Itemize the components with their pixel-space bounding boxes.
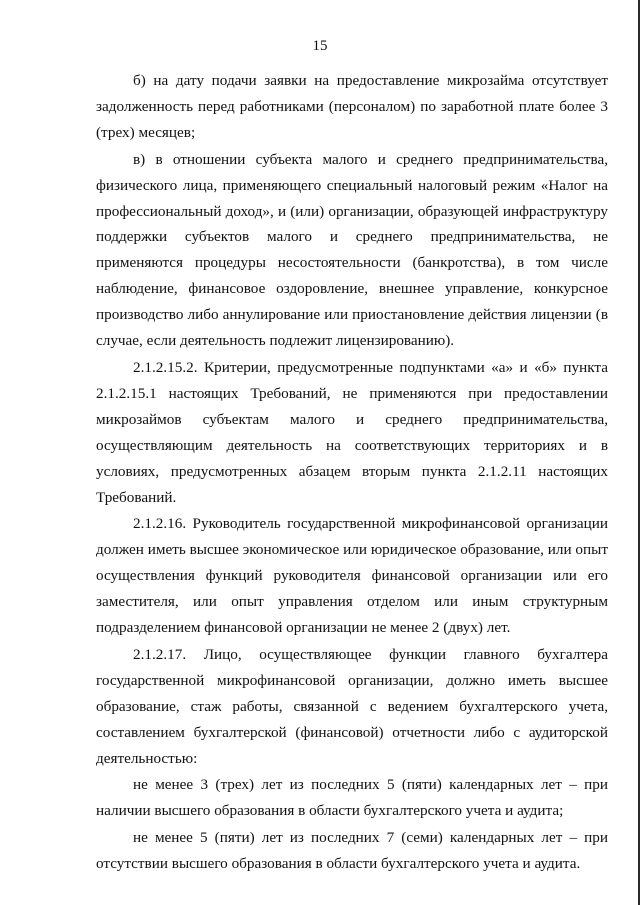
paragraph-requirement-without-education: не менее 5 (пяти) лет из последних 7 (семи) календарных лет – при отсутствии высшего образования в области бухгалтерского учета и аудита. [96, 829, 608, 873]
document-body [96, 68, 608, 878]
paragraph-2-1-2-17: 2.1.2.17. Лицо, осуществляющее функции главного бухгалтера государственной микрофинансовой организации, должно иметь высшее образование, стаж работы, связанной с ведением бухгалтерского учета, составлением бухгалтерской (финансовой) отчетности либо с аудиторской деятельностью: [96, 645, 608, 767]
paragraph-2-1-2-16: 2.1.2.16. Руководитель государственной микрофинансовой организации должен иметь высшее экономическое или юридическое образование, или опыт осуществления функций руководителя финансовой организации или его заместителя, или опыт управления отделом или иным структурным подразделением финансовой организации не менее 2 (двух) лет. [96, 515, 608, 637]
paragraph-requirement-with-education: не менее 3 (трех) лет из последних 5 (пяти) календарных лет – при наличии высшего образования в области бухгалтерского учета и аудита; [96, 776, 608, 820]
paragraph-b: б) на дату подачи заявки на предоставление микрозайма отсутствует задолженность перед работниками (персоналом) по заработной плате более 3 (трех) месяцев; [96, 72, 608, 141]
paragraph-2-1-2-15-2: 2.1.2.15.2. Критерии, предусмотренные подпунктами «а» и «б» пункта 2.1.2.15.1 настоящих Требований, не применяются при предоставлении микрозаймов субъектам малого и среднего предпринимательства, осуществляющим деятельность на соответствующих территориях и в условиях, предусмотренных абзацем вторым пункта 2.1.2.11 настоящих Требований. [96, 358, 608, 506]
paragraph-v: в) в отношении субъекта малого и среднего предпринимательства, физического лица, применяющего специальный налоговый режим «Налог на профессиональный доход», и (или) организации, образующей инфраструктуру поддержки субъектов малого и среднего предпринимательства, не применяются процедуры несостоятельности (банкротства), в том числе наблюдение, финансовое оздоровление, внешнее управление, конкурсное производство либо аннулирование или приостановление действия лицензии (в случае, если деятельность подлежит лицензированию). [96, 150, 608, 350]
page-number: 15 [312, 38, 328, 54]
